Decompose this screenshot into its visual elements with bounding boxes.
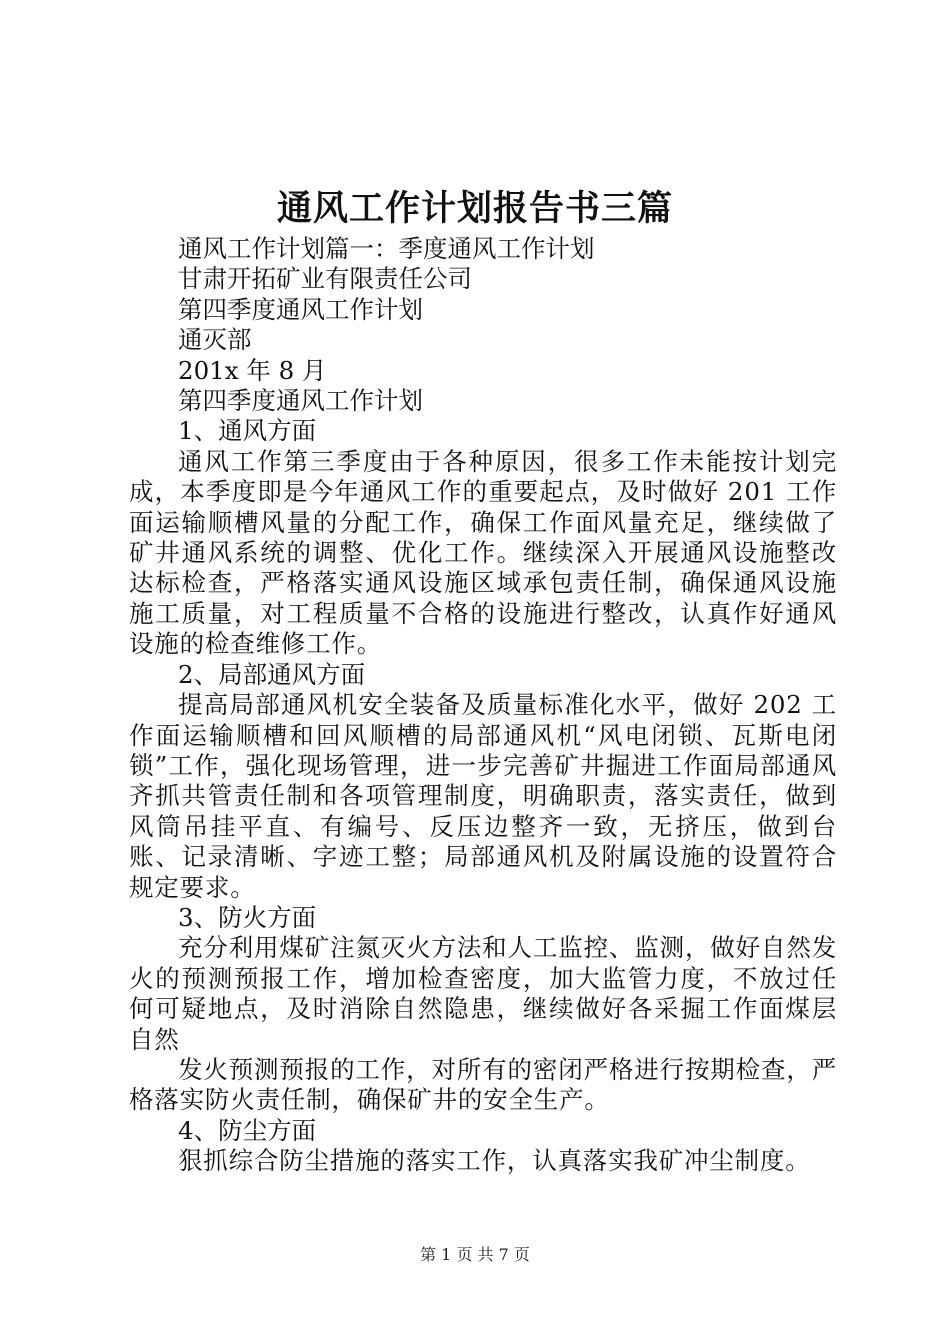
plan-heading: 第四季度通风工作计划 — [178, 386, 423, 416]
section-heading: 2、局部通风方面 — [178, 659, 366, 689]
date-line: 201x 年 8 月 — [178, 355, 327, 385]
department-name: 通灭部 — [178, 325, 252, 355]
section-paragraph: 提高局部通风机安全装备及质量标准化水平，做好 202 工作面运输顺槽和回风顺槽的局部通风机“风电闭锁、瓦斯电闭锁”工作，强化现场管理，进一步完善矿井掘进工作面局部通风齐抓共管责任制和各项管理制度，明确职责，落实责任，做到风筒吊挂平直、有编号、反压边整齐一致，无挤压，做到台账、记录清晰、字迹工整；局部通风机及附属设施的设置符合规定要求。 — [129, 690, 838, 902]
article-subtitle: 通风工作计划篇一：季度通风工作计划 — [178, 234, 595, 263]
section-heading: 3、防火方面 — [178, 902, 317, 932]
section-paragraph: 发火预测预报的工作，对所有的密闭严格进行按期检查，严格落实防火责任制，确保矿井的安全生产。 — [129, 1054, 837, 1115]
section-paragraph: 通风工作第三季度由于各种原因，很多工作未能按计划完成，本季度即是今年通风工作的重要起点，及时做好 201 工作面运输顺槽风量的分配工作，确保工作面风量充足，继续做了矿井通风系统的调整、优化工作。继续深入开展通风设施整改达标检查，严格落实通风设施区域承包责任制，确保通风设施施工质量，对工程质量不合格的设施进行整改，认真作好通风设施的检查维修工作。 — [129, 446, 837, 659]
section-heading: 4、防尘方面 — [178, 1115, 317, 1145]
plan-name: 第四季度通风工作计划 — [178, 294, 423, 324]
section-heading: 1、通风方面 — [178, 416, 317, 446]
company-name: 甘肃开拓矿业有限责任公司 — [178, 264, 472, 294]
document-body — [129, 234, 837, 1177]
document-title: 通风工作计划报告书三篇 — [276, 189, 673, 229]
section-paragraph: 充分利用煤矿注氮灭火方法和人工监控、监测，做好自然发火的预测预报工作，增加检查密度，加大监管力度，不放过任何可疑地点，及时消除自然隐患，继续做好各采掘工作面煤层自然 — [129, 933, 837, 1054]
page-number-footer: 第 1 页 共 7 页 — [420, 1245, 530, 1264]
section-paragraph: 狠抓综合防尘措施的落实工作，认真落实我矿冲尘制度。 — [178, 1146, 811, 1176]
